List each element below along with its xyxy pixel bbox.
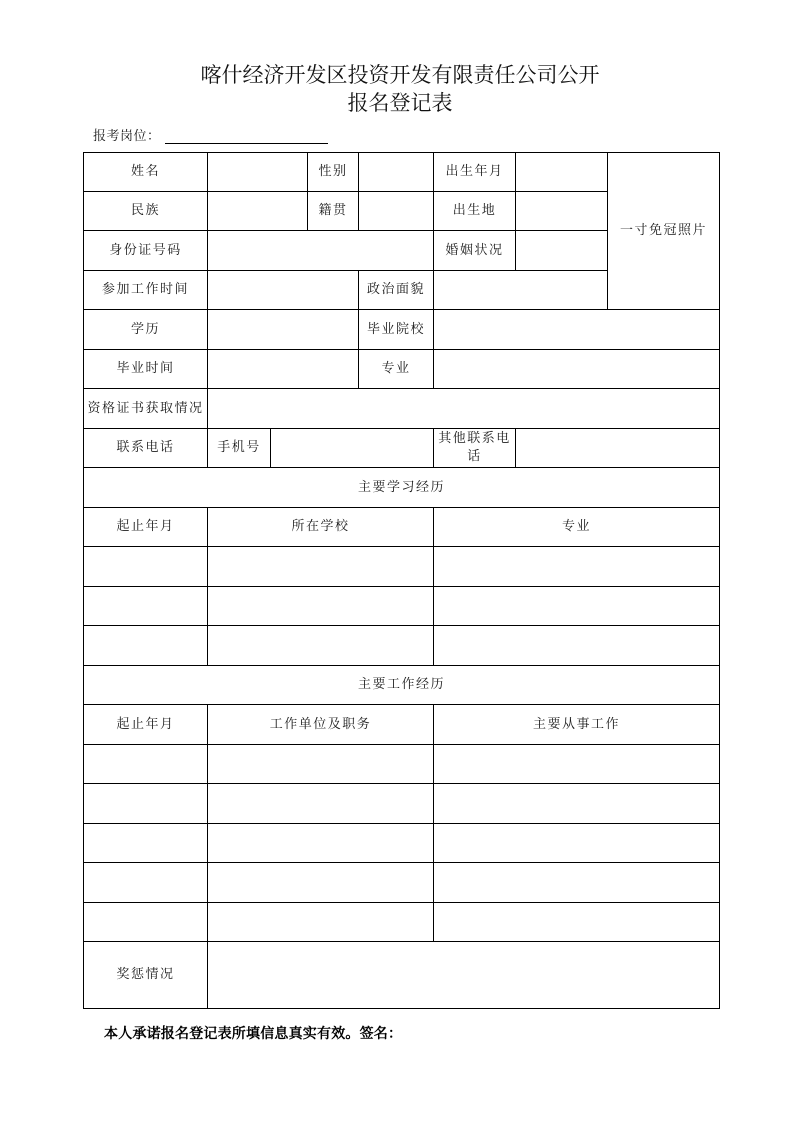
marital-status-label: 婚姻状况 bbox=[434, 231, 516, 271]
work-history-row bbox=[84, 903, 720, 942]
work-history-row bbox=[84, 824, 720, 863]
applied-position-label: 报考岗位： bbox=[93, 129, 161, 144]
work-duties-field[interactable] bbox=[434, 863, 720, 903]
study-history-row bbox=[84, 587, 720, 626]
gender-label: 性别 bbox=[308, 153, 359, 192]
work-history-header-row bbox=[84, 705, 720, 745]
birthplace-field[interactable] bbox=[516, 192, 608, 231]
study-major-field[interactable] bbox=[434, 626, 720, 666]
work-period-field[interactable] bbox=[84, 824, 208, 863]
study-major-field[interactable] bbox=[434, 547, 720, 587]
study-column-header-school: 所在学校 bbox=[208, 508, 434, 547]
work-column-header-period: 起止年月 bbox=[84, 705, 208, 745]
other-contact-label: 其他联系电话 bbox=[434, 429, 516, 468]
study-school-field[interactable] bbox=[208, 626, 434, 666]
certificate-label: 资格证书获取情况 bbox=[84, 389, 208, 429]
ethnicity-label: 民族 bbox=[84, 192, 208, 231]
work-history-section-title: 主要工作经历 bbox=[84, 666, 720, 705]
work-duties-field[interactable] bbox=[434, 824, 720, 863]
work-period-field[interactable] bbox=[84, 784, 208, 824]
other-contact-field[interactable] bbox=[516, 429, 720, 468]
study-school-field[interactable] bbox=[208, 587, 434, 626]
work-employer-field[interactable] bbox=[208, 784, 434, 824]
study-column-header-major: 专业 bbox=[434, 508, 720, 547]
native-place-field[interactable] bbox=[359, 192, 434, 231]
graduation-time-label: 毕业时间 bbox=[84, 350, 208, 389]
work-start-label: 参加工作时间 bbox=[84, 271, 208, 310]
contact-label: 联系电话 bbox=[84, 429, 208, 468]
study-period-field[interactable] bbox=[84, 626, 208, 666]
work-duties-field[interactable] bbox=[434, 784, 720, 824]
work-column-header-employer-position: 工作单位及职务 bbox=[208, 705, 434, 745]
id-number-field[interactable] bbox=[208, 231, 434, 271]
work-column-header-main-duties: 主要从事工作 bbox=[434, 705, 720, 745]
certificate-field[interactable] bbox=[208, 389, 720, 429]
work-period-field[interactable] bbox=[84, 903, 208, 942]
study-period-field[interactable] bbox=[84, 587, 208, 626]
form-title-line-2: 报名登记表 bbox=[347, 91, 453, 115]
name-label: 姓名 bbox=[84, 153, 208, 192]
work-history-row bbox=[84, 784, 720, 824]
registration-table bbox=[83, 152, 720, 1009]
major-label: 专业 bbox=[359, 350, 434, 389]
work-employer-field[interactable] bbox=[208, 745, 434, 784]
study-column-header-period: 起止年月 bbox=[84, 508, 208, 547]
work-history-row bbox=[84, 745, 720, 784]
native-place-label: 籍贯 bbox=[308, 192, 359, 231]
study-history-section-title: 主要学习经历 bbox=[84, 468, 720, 508]
id-number-label: 身份证号码 bbox=[84, 231, 208, 271]
graduate-school-label: 毕业院校 bbox=[359, 310, 434, 350]
work-period-field[interactable] bbox=[84, 863, 208, 903]
political-status-label: 政治面貌 bbox=[359, 271, 434, 310]
study-history-row bbox=[84, 547, 720, 587]
form-title-line-1: 喀什经济开发区投资开发有限责任公司公开 bbox=[200, 63, 600, 87]
work-history-row bbox=[84, 863, 720, 903]
photo-placeholder[interactable]: 一寸免冠照片 bbox=[608, 153, 720, 310]
study-history-row bbox=[84, 626, 720, 666]
education-field[interactable] bbox=[208, 310, 359, 350]
birthplace-label: 出生地 bbox=[434, 192, 516, 231]
graduation-time-field[interactable] bbox=[208, 350, 359, 389]
marital-status-field[interactable] bbox=[516, 231, 608, 271]
work-duties-field[interactable] bbox=[434, 745, 720, 784]
study-school-field[interactable] bbox=[208, 547, 434, 587]
work-duties-field[interactable] bbox=[434, 903, 720, 942]
education-label: 学历 bbox=[84, 310, 208, 350]
study-period-field[interactable] bbox=[84, 547, 208, 587]
awards-field[interactable] bbox=[208, 942, 720, 1009]
study-history-header-row bbox=[84, 508, 720, 547]
mobile-label: 手机号 bbox=[208, 429, 271, 468]
mobile-field[interactable] bbox=[271, 429, 434, 468]
political-status-field[interactable] bbox=[434, 271, 608, 310]
applied-position-field[interactable] bbox=[165, 128, 328, 144]
work-employer-field[interactable] bbox=[208, 903, 434, 942]
study-major-field[interactable] bbox=[434, 587, 720, 626]
birth-date-label: 出生年月 bbox=[434, 153, 516, 192]
graduate-school-field[interactable] bbox=[434, 310, 720, 350]
awards-label: 奖惩情况 bbox=[84, 942, 208, 1009]
gender-field[interactable] bbox=[359, 153, 434, 192]
work-start-field[interactable] bbox=[208, 271, 359, 310]
birth-date-field[interactable] bbox=[516, 153, 608, 192]
pledge-statement: 本人承诺报名登记表所填信息真实有效。签名： bbox=[104, 1026, 403, 1042]
work-period-field[interactable] bbox=[84, 745, 208, 784]
work-employer-field[interactable] bbox=[208, 824, 434, 863]
major-field[interactable] bbox=[434, 350, 720, 389]
work-employer-field[interactable] bbox=[208, 863, 434, 903]
ethnicity-field[interactable] bbox=[208, 192, 308, 231]
name-field[interactable] bbox=[208, 153, 308, 192]
